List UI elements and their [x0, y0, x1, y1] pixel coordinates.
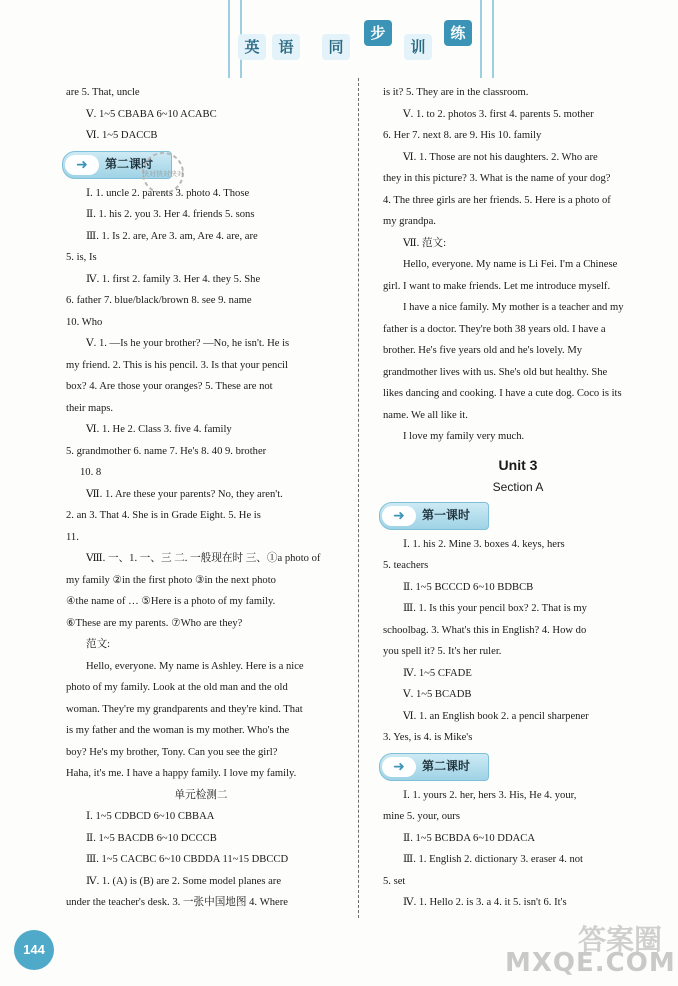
answer-line: 11. — [66, 531, 79, 543]
lesson-title: 第二课时 — [105, 156, 154, 171]
answer-line: Ⅰ. 1. his 2. Mine 3. boxes 4. keys, hers — [403, 538, 565, 550]
header-char-4: 步 — [364, 20, 392, 46]
essay-line: Hello, everyone. My name is Li Fei. I'm a Chinese — [403, 259, 618, 270]
answer-line: Ⅲ. 1. Is this your pencil box? 2. That is my — [403, 603, 587, 614]
answer-line: is it? 5. They are in the classroom. — [383, 87, 529, 98]
essay-line: is my father and the woman is my mother. Who's the — [66, 725, 290, 736]
answer-line: 10. Who — [66, 316, 103, 328]
watermark — [505, 918, 676, 980]
answer-line: Ⅴ. 1~5 BCADB — [403, 689, 472, 700]
essay-line: I love my family very much. — [403, 431, 525, 442]
left-column — [66, 82, 336, 914]
lesson-title: 第一课时 — [422, 507, 471, 522]
arrow-right-icon: ➜ — [382, 757, 416, 777]
lesson-banner — [379, 502, 489, 530]
essay-line: likes dancing and cooking. I have a cute dog. Coco is its — [383, 388, 622, 399]
answer-line: are 5. That, uncle — [66, 87, 140, 98]
answer-line: Ⅴ. 1~5 CBABA 6~10 ACABC — [86, 108, 217, 120]
answer-line: box? 4. Are those your oranges? 5. These are not — [66, 381, 273, 392]
answer-line: Ⅰ. 1~5 CDBCD 6~10 CBBAA — [86, 811, 215, 822]
answer-line: 6. father 7. blue/black/brown 8. see 9. name — [66, 295, 252, 306]
stamp-text: 快对快对快对 — [142, 170, 184, 178]
answer-line: Ⅱ. 1. his 2. you 3. Her 4. friends 5. sons — [86, 209, 255, 220]
answer-line: Ⅰ. 1. yours 2. her, hers 3. His, He 4. your, — [403, 789, 577, 801]
column-divider — [358, 78, 359, 918]
answer-line: schoolbag. 3. What's this in English? 4. How do — [383, 624, 587, 636]
section-title: Section A — [492, 479, 544, 494]
page-header — [0, 0, 678, 80]
answer-line: my family ②in the first photo ③in the next photo — [66, 574, 276, 586]
unit-test-title: 单元检测二 — [174, 789, 228, 801]
header-bar-right — [480, 0, 494, 78]
answer-line: Ⅶ. 1. Are these your parents? No, they aren't. — [86, 488, 283, 500]
answer-line: 2. an 3. That 4. She is in Grade Eight. 5. He is — [66, 510, 261, 521]
answer-line: Ⅲ. 1. English 2. dictionary 3. eraser 4. not — [403, 854, 583, 865]
essay-line: Hello, everyone. My name is Ashley. Here is a nice — [86, 660, 304, 672]
header-char-2: 语 — [272, 34, 300, 60]
lesson-banner — [379, 753, 489, 781]
answer-line: Ⅴ. 1. to 2. photos 3. first 4. parents 5. mother — [403, 108, 594, 120]
answer-line: 3. Yes, is 4. is Mike's — [383, 732, 473, 743]
essay-line: I have a nice family. My mother is a teacher and my — [403, 302, 624, 313]
header-char-5: 训 — [404, 34, 432, 60]
answer-line: under the teacher's desk. 3. 一张中国地图 4. Where — [66, 897, 288, 908]
answer-line: ④the name of … ⑤Here is a photo of my family. — [66, 596, 276, 607]
answer-line: Ⅳ. 1. first 2. family 3. Her 4. they 5. She — [86, 273, 261, 285]
answer-line: Ⅵ. 1. an English book 2. a pencil sharpener — [403, 710, 589, 722]
answer-line: Ⅲ. 1. Is 2. are, Are 3. am, Are 4. are, are — [86, 230, 258, 242]
answer-line: my friend. 2. This is his pencil. 3. Is that your pencil — [66, 359, 288, 371]
answer-line: Ⅳ. 1. (A) is (B) are 2. Some model planes are — [86, 875, 282, 887]
answer-line: Ⅳ. 1~5 CFADE — [403, 667, 472, 679]
essay-line: name. We all like it. — [383, 409, 468, 421]
answer-line: 5. set — [383, 875, 406, 887]
model-essay-label: Ⅶ. 范文: — [403, 237, 447, 249]
answer-line: ⑥These are my parents. ⑦Who are they? — [66, 617, 243, 629]
lesson-title: 第二课时 — [422, 758, 471, 773]
answer-line: my grandpa. — [383, 216, 436, 227]
arrow-right-icon: ➜ — [382, 506, 416, 526]
essay-line: boy? He's my brother, Tony. Can you see the girl? — [66, 746, 278, 758]
right-column — [383, 82, 653, 914]
header-char-1: 英 — [238, 34, 266, 60]
watermark-logo: 答案圈 — [577, 923, 662, 956]
page-number: 144 — [14, 930, 54, 970]
answer-line: Ⅱ. 1~5 BCBDA 6~10 DDACA — [403, 832, 535, 844]
answer-line: you spell it? 5. It's her ruler. — [383, 646, 502, 657]
answer-line: 5. teachers — [383, 560, 429, 571]
answer-line: 5. grandmother 6. name 7. He's 8. 40 9. brother — [66, 445, 267, 457]
essay-line: Haha, it's me. I have a happy family. I love my family. — [66, 768, 297, 779]
unit-title: Unit 3 — [498, 456, 538, 473]
answer-line: Ⅱ. 1~5 BACDB 6~10 DCCCB — [86, 832, 217, 844]
essay-line: father is a doctor. They're both 38 years old. I have a — [383, 323, 606, 335]
answer-line: Ⅴ. 1. —Is he your brother? —No, he isn't. He is — [86, 338, 290, 349]
answer-line: Ⅵ. 1~5 DACCB — [86, 130, 158, 141]
answer-line: they in this picture? 3. What is the name of your dog? — [383, 173, 611, 184]
header-char-3: 同 — [322, 34, 350, 60]
essay-line: photo of my family. Look at the old man and the old — [66, 682, 288, 693]
answer-line: 4. The three girls are her friends. 5. Here is a photo of — [383, 194, 611, 206]
header-char-6: 练 — [444, 20, 472, 46]
watermark-text: MXQE.COM — [505, 948, 676, 978]
model-essay-label: 范文: — [86, 639, 111, 650]
answer-line: Ⅱ. 1~5 BCCCD 6~10 BDBCB — [403, 581, 534, 593]
essay-line: woman. They're my grandparents and they're kind. That — [66, 703, 303, 715]
answer-line: Ⅷ. 一、1. 一、三 二. 一般现在时 三、①a photo of — [86, 553, 321, 564]
answer-line: Ⅲ. 1~5 CACBC 6~10 CBDDA 11~15 DBCCD — [86, 854, 289, 865]
answer-line: 5. is, Is — [66, 252, 97, 263]
essay-line: girl. I want to make friends. Let me introduce myself. — [383, 280, 611, 292]
answer-line: Ⅵ. 1. He 2. Class 3. five 4. family — [86, 424, 232, 435]
essay-line: grandmother lives with us. She's old but healthy. She — [383, 366, 608, 378]
stamp-graphic — [140, 150, 186, 196]
answer-line: Ⅰ. 1. uncle 2. parents 3. photo 4. Those — [86, 187, 250, 199]
answer-line: Ⅳ. 1. Hello 2. is 3. a 4. it 5. isn't 6. It's — [403, 897, 567, 908]
answer-line: mine 5. your, ours — [383, 811, 460, 822]
answer-line: their maps. — [66, 402, 114, 414]
answer-line: 10. 8 — [80, 467, 102, 478]
essay-line: brother. He's five years old and he's lovely. My — [383, 345, 583, 356]
answer-line: 6. Her 7. next 8. are 9. His 10. family — [383, 130, 542, 141]
arrow-right-icon: ➜ — [65, 155, 99, 175]
answer-line: Ⅵ. 1. Those are not his daughters. 2. Who are — [403, 151, 598, 163]
